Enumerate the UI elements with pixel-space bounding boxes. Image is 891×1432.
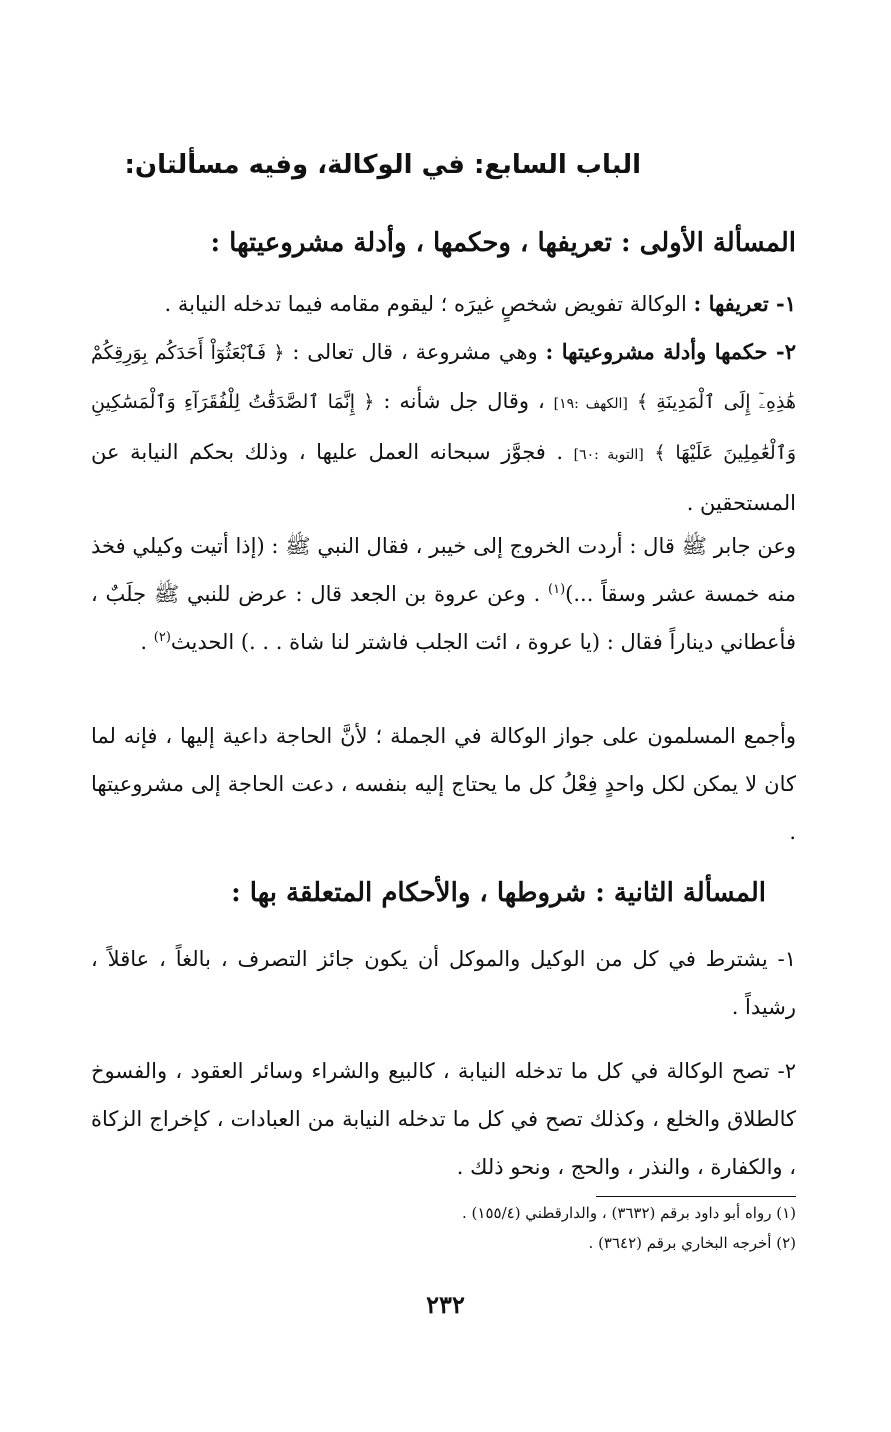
section1-body <box>91 280 796 527</box>
hadith-text-2: . وعن عروة بن الجعد قال : عرض للنبي ﷺ جلَبٌ ، فأعطاني ديناراً فقال : (يا عروة ، ائت الجلب فاشتر لنا شاة . . .) الحديث <box>91 582 796 654</box>
definition-text: الوكالة تفويض شخصٍ غيرَه ؛ ليقوم مقامه فيما تدخله النيابة . <box>164 292 694 316</box>
ruling-conclusion: . فجوَّز سبحانه العمل عليها ، وذلك بحكم النيابة عن المستحقين . <box>91 440 796 515</box>
ruling-text: وهي مشروعة ، قال تعالى : <box>292 340 546 364</box>
footnote-2: (٢) أخرجه البخاري برقم (٣٦٤٢) . <box>588 1234 796 1252</box>
section1-heading: المسألة الأولى : تعريفها ، وحكمها ، وأدلة مشروعيتها : <box>210 228 796 258</box>
footnote-ref-2: (٢) <box>153 630 171 645</box>
footnote-ref-1: (١) <box>548 582 566 597</box>
verse-1-reference: [الكهف :١٩] <box>553 396 628 412</box>
consensus-paragraph: وأجمع المسلمون على جواز الوكالة في الجملة ؛ لأنَّ الحاجة داعية إليها ، فإنه لما كان لا يمكن لكل واحدٍ فِعْلُ كل ما يحتاج إليه بنفسه ، دعت الحاجة إلى مشروعيتها . <box>91 724 796 844</box>
condition-item-2: ٢- تصح الوكالة في كل ما تدخله النيابة ، كالبيع والشراء وسائر العقود ، والفسوخ كالطلاق والخلع ، وكذلك تصح في كل ما تدخله النيابة من العبادات ، كإخراج الزكاة ، والكفارة ، والنذر ، والحج ، ونحو ذلك . <box>91 1059 796 1179</box>
footnote-divider <box>596 1196 796 1197</box>
page-number: ٢٣٢ <box>426 1290 465 1319</box>
condition-item-1: ١- يشترط في كل من الوكيل والموكل أن يكون جائز التصرف ، بالغاً ، عاقلاً ، رشيداً . <box>91 947 796 1019</box>
footnote-1: (١) رواه أبو داود برقم (٣٦٣٢) ، والدارقطني (١٥٥/٤) . <box>462 1204 796 1222</box>
quran-verse-2: ﴿ إِنَّمَا ٱلصَّدَقَٰتُ لِلْفُقَرَآءِ وَٱلْمَسَٰكِينِ وَٱلْعَٰمِلِينَ عَلَيْهَا ﴾ <box>91 391 796 464</box>
ruling-label: ٢- حكمها وأدلة مشروعيتها : <box>545 339 796 364</box>
verse-2-reference: [التوبة :٦٠] <box>573 447 644 463</box>
section2-heading: المسألة الثانية : شروطها ، والأحكام المتعلقة بها : <box>231 878 766 908</box>
chapter-title: الباب السابع: في الوكالة، وفيه مسألتان: <box>124 150 641 180</box>
hadith-text: وعن جابر ﷺ قال : أردت الخروج إلى خيبر ، فقال النبي ﷺ : (إذا أتيت وكيلي فخذ منه خمسة عشر وسقاً ...) <box>91 534 796 606</box>
verse-connector: ، وقال جل شأنه : <box>383 389 554 413</box>
hadith-end: . <box>140 630 154 654</box>
definition-label: ١- تعريفها : <box>693 291 796 316</box>
hadith-paragraph <box>91 522 796 666</box>
quran-verse-1: ﴿ فَٱبْعَثُوٓاْ أَحَدَكُم بِوَرِقِكُمْ هَٰذِهِۦٓ إِلَى ٱلْمَدِينَةِ ﴾ <box>91 342 796 413</box>
